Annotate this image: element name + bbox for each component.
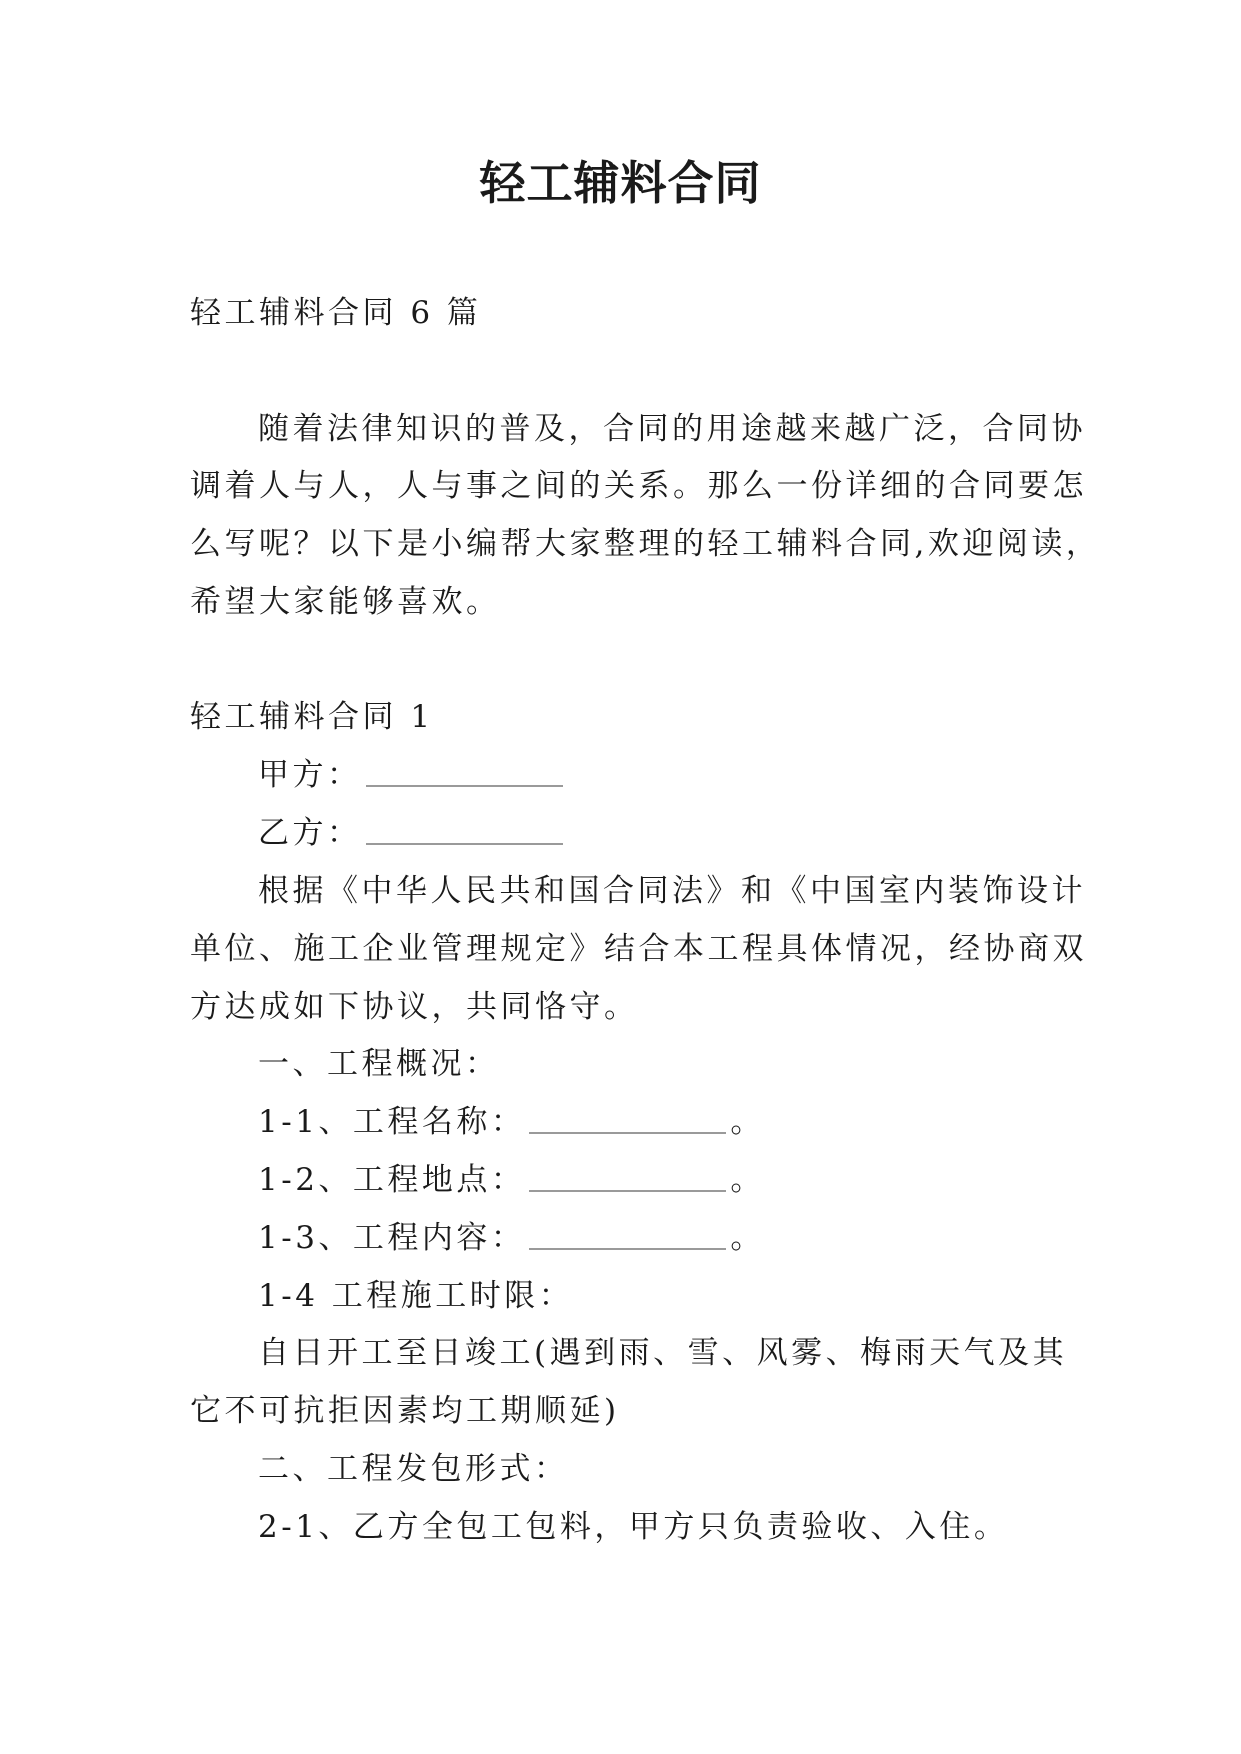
party-b-blank	[366, 817, 563, 845]
schedule-line: 自日开工至日竣工(遇到雨、雪、风雾、梅雨天气及其	[258, 1335, 1068, 1371]
project-location-blank	[529, 1164, 726, 1192]
party-b-line	[258, 813, 1053, 853]
collection-heading: 轻工辅料合同 6 篇	[190, 295, 482, 331]
item-1-3	[258, 1218, 1053, 1258]
item-1-3-label: 1-3、工程内容：	[258, 1220, 526, 1256]
intro-line: 希望大家能够喜欢。	[190, 584, 501, 620]
intro-line: 么写呢？以下是小编帮大家整理的轻工辅料合同,欢迎阅读，	[190, 526, 1101, 562]
clause-1-heading: 一、工程概况：	[258, 1046, 500, 1082]
party-a-label: 甲方：	[258, 757, 362, 793]
basis-line: 单位、施工企业管理规定》结合本工程具体情况，经协商双	[190, 931, 1087, 967]
clause-2-heading: 二、工程发包形式：	[258, 1451, 569, 1487]
party-a-blank	[366, 759, 563, 787]
document-title: 轻工辅料合同	[479, 156, 762, 210]
item-1-1-period: 。	[730, 1104, 765, 1140]
basis-line: 根据《中华人民共和国合同法》和《中国室内装饰设计	[258, 873, 1086, 909]
contract-heading: 轻工辅料合同 1	[190, 699, 434, 735]
intro-line: 调着人与人，人与事之间的关系。那么一份详细的合同要怎	[190, 468, 1087, 504]
item-2-1: 2-1、乙方全包工包料，甲方只负责验收、入住。	[258, 1509, 1009, 1545]
party-b-label: 乙方：	[258, 815, 362, 851]
party-a-line	[258, 755, 1053, 795]
item-1-3-period: 。	[730, 1220, 765, 1256]
item-1-1	[258, 1102, 1053, 1142]
item-1-2	[258, 1160, 1053, 1200]
item-1-2-label: 1-2、工程地点：	[258, 1162, 526, 1198]
schedule-line: 它不可抗拒因素均工期顺延)	[190, 1393, 620, 1429]
project-content-blank	[529, 1222, 726, 1250]
intro-line: 随着法律知识的普及，合同的用途越来越广泛，合同协	[258, 411, 1086, 447]
basis-line: 方达成如下协议，共同恪守。	[190, 989, 639, 1025]
item-1-1-label: 1-1、工程名称：	[258, 1104, 526, 1140]
item-1-4: 1-4 工程施工时限：	[258, 1278, 574, 1314]
project-name-blank	[529, 1106, 726, 1134]
item-1-2-period: 。	[730, 1162, 765, 1198]
